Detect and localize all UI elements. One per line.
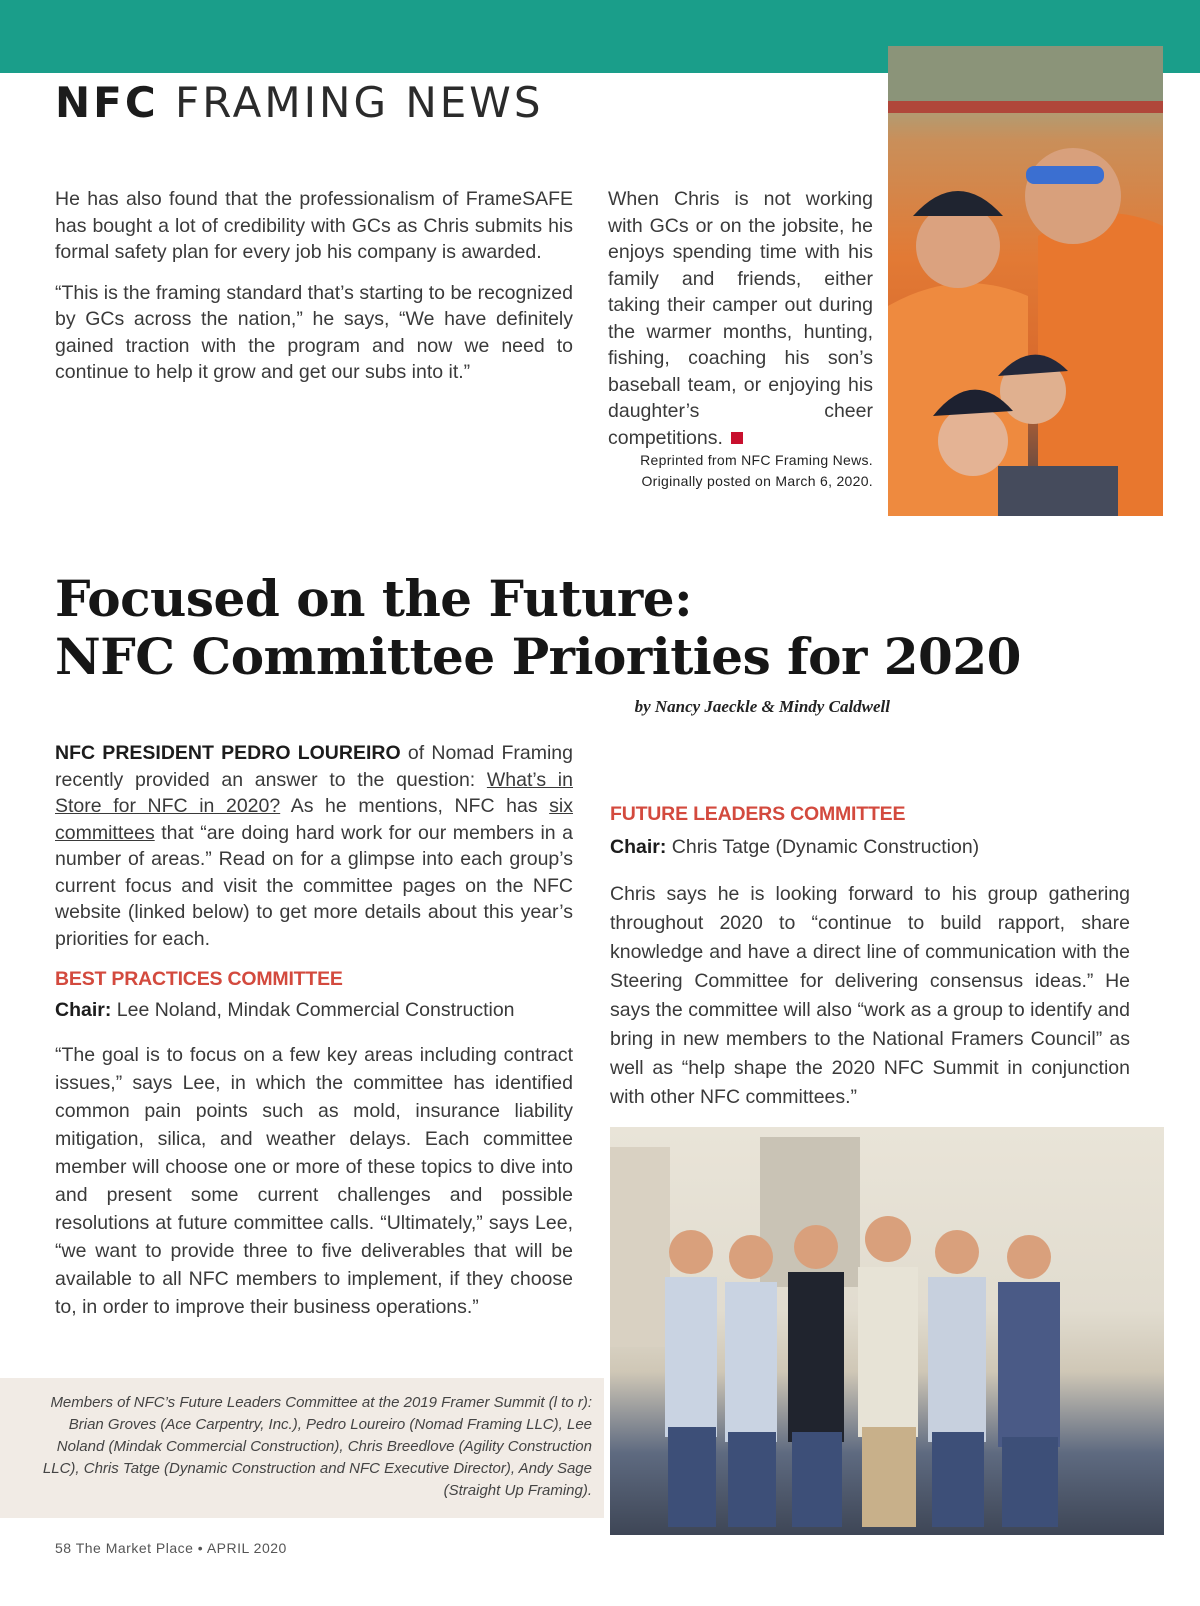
top-article-column-2 [608, 186, 873, 465]
chair-value: Chris Tatge (Dynamic Construction) [666, 836, 980, 858]
chair-label: Chair: [610, 836, 667, 858]
headline-line: Focused on the Future: [55, 569, 693, 628]
paragraph [608, 186, 873, 451]
section-heading-best-practices: BEST PRACTICES COMMITTEE [55, 968, 343, 990]
chair-label: Chair: [55, 998, 112, 1021]
intro-paragraph [55, 740, 573, 952]
group-photo-illustration [610, 1127, 1164, 1535]
credit-line: Reprinted from NFC Framing News. [640, 452, 873, 468]
byline: by Nancy Jaeckle & Mindy Caldwell [634, 697, 890, 716]
masthead [55, 78, 543, 127]
headline-line: NFC Committee Priorities for 2020 [55, 627, 1021, 686]
intro-text: that “are doing hard work for our members in a number of areas.” Read on for a glimpse into each group’s current focus and visit the committee pages on the NFC website (linked below) to get more details about this year’s priorities for each. [55, 821, 573, 950]
committee-group-photo [610, 1127, 1164, 1535]
main-article-column-1 [55, 740, 573, 1335]
link-six-committees[interactable]: six committees [55, 795, 574, 844]
reprint-credit [560, 450, 873, 492]
family-photo [888, 46, 1163, 516]
masthead-nfc: NFC [55, 78, 159, 127]
top-article-column-1 [55, 186, 573, 400]
masthead-framing-news: FRAMING NEWS [175, 78, 544, 127]
chair-line [610, 833, 1130, 862]
chair-value: Lee Noland, Mindak Commercial Construction [111, 998, 515, 1021]
end-mark-icon [731, 432, 743, 444]
paragraph-text: When Chris is not working with GCs or on the jobsite, he enjoys spending time with his family and friends, either taking their camper out during the warmer months, hunting, fishing, coaching his son’s baseball team, or enjoying his daughter’s cheer competitions. [608, 188, 873, 449]
paragraph: “The goal is to focus on a few key areas including contract issues,” says Lee, in which the committee has identified common pain points such as mold, insurance liability mitigation, silica, and weather delays. Each committee member will choose one or more of these topics to dive into and present some current challenges and possible resolutions at future committee calls. “Ultimately,” says Lee, “we want to provide three to five deliverables that will be available to all NFC members to implement, if they choose to, in order to improve their business operations.” [55, 1044, 573, 1318]
intro-text: As he mentions, NFC has [280, 795, 550, 817]
family-photo-illustration [888, 46, 1163, 516]
main-article-column-2 [610, 800, 1130, 1126]
link-whats-in-store[interactable]: What’s in Store for NFC in 2020? [55, 768, 573, 817]
headline [55, 570, 1155, 686]
intro-text: of Nomad Framing recently provided an answer to the question: [55, 742, 573, 791]
intro-lead: NFC PRESIDENT PEDRO LOUREIRO [55, 742, 401, 764]
credit-line: Originally posted on March 6, 2020. [641, 473, 873, 489]
page-footer: 58 The Market Place • APRIL 2020 [55, 1540, 287, 1556]
paragraph: Chris says he is looking forward to his group gathering throughout 2020 to “continue to build rapport, share knowledge and have a direct line of communication with the Steering Committee for delivering consensus ideas.” He says the committee will also “work as a group to identify and bring in new members to the National Framers Council” as well as “help shape the 2020 NFC Summit in conjunction with other NFC committees.” [610, 883, 1130, 1108]
chair-line [55, 997, 573, 1024]
paragraph: He has also found that the professionalism of FrameSAFE has bought a lot of credibility with GCs as Chris submits his formal safety plan for every job his company is awarded. [55, 188, 573, 263]
paragraph: “This is the framing standard that’s starting to be recognized by GCs across the nation,” he says, “We have definitely gained traction with the program and now we need to continue to help it grow and get our subs into it.” [55, 281, 573, 383]
section-heading-future-leaders: FUTURE LEADERS COMMITTEE [610, 803, 906, 825]
photo-caption: Members of NFC’s Future Leaders Committee at the 2019 Framer Summit (l to r): Brian Groves (Ace Carpentry, Inc.), Pedro Loureiro (Nomad Framing LLC), Lee Noland (Mindak Commercial Construction), Chris Breedlove (Agility Construction LLC), Chris Tatge (Dynamic Construction and NFC Executive Director), Andy Sage (Straight Up Framing). [42, 1394, 592, 1499]
